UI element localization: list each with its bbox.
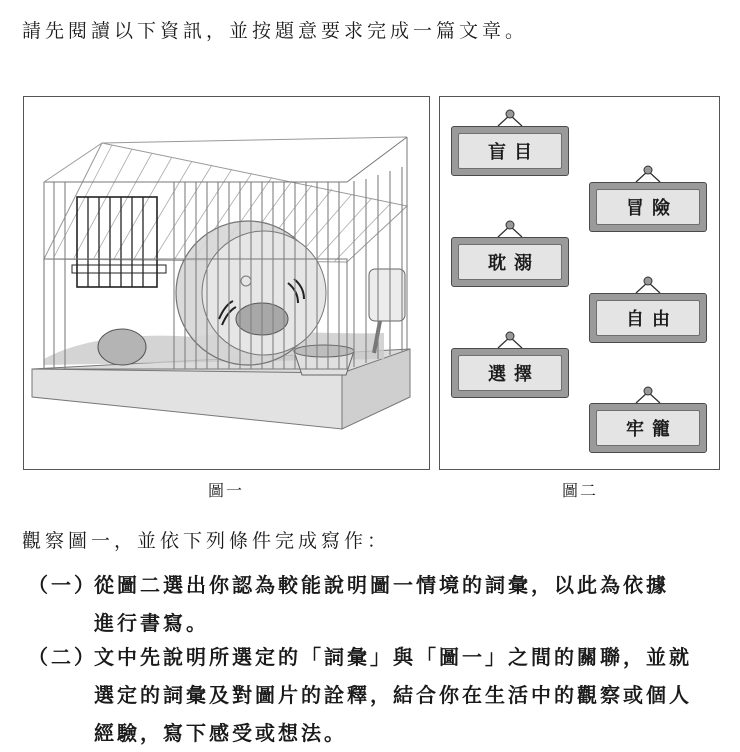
condition-line: 從圖二選出你認為較能說明圖一情境的詞彙，以此為依據 xyxy=(94,573,669,597)
hanger-icon xyxy=(589,164,707,184)
instructions-intro: 請先閱讀以下資訊，並按題意要求完成一篇文章。 xyxy=(22,20,529,42)
hanger-icon xyxy=(451,330,569,350)
hanger-icon xyxy=(589,385,707,405)
sign-label: 耽溺 xyxy=(458,244,562,280)
condition-1 xyxy=(28,566,740,642)
sign-blind xyxy=(451,108,569,163)
figure-2-caption: 圖二 xyxy=(562,481,599,500)
condition-line: 選定的詞彙及對圖片的詮釋，結合你在生活中的觀察或個人 xyxy=(94,683,692,707)
sign-label: 牢籠 xyxy=(596,410,700,446)
condition-marker: （二） xyxy=(28,645,97,669)
sign-label: 盲目 xyxy=(458,133,562,169)
sign-label: 冒險 xyxy=(596,189,700,225)
sign-indulgence xyxy=(451,219,569,274)
hanger-icon xyxy=(451,108,569,128)
sign-adventure xyxy=(589,164,707,219)
hamster-cage-illustration xyxy=(24,97,428,468)
figure-1-hamster-cage xyxy=(23,96,430,470)
condition-line: 經驗，寫下感受或想法。 xyxy=(94,721,347,745)
sign-choice xyxy=(451,330,569,385)
condition-line: 進行書寫。 xyxy=(94,611,209,635)
condition-line: 文中先說明所選定的「詞彙」與「圖一」之間的關聯，並就 xyxy=(94,645,692,669)
hanger-icon xyxy=(589,275,707,295)
sign-cage xyxy=(589,385,707,440)
condition-2 xyxy=(28,638,740,752)
figure-2-word-signs xyxy=(439,96,720,470)
task-instruction: 觀察圖一，並依下列條件完成寫作： xyxy=(22,530,391,552)
hanger-icon xyxy=(451,219,569,239)
sign-label: 自由 xyxy=(596,300,700,336)
sign-freedom xyxy=(589,275,707,330)
condition-marker: （一） xyxy=(28,573,97,597)
sign-label: 選擇 xyxy=(458,355,562,391)
figure-1-caption: 圖一 xyxy=(208,481,245,500)
